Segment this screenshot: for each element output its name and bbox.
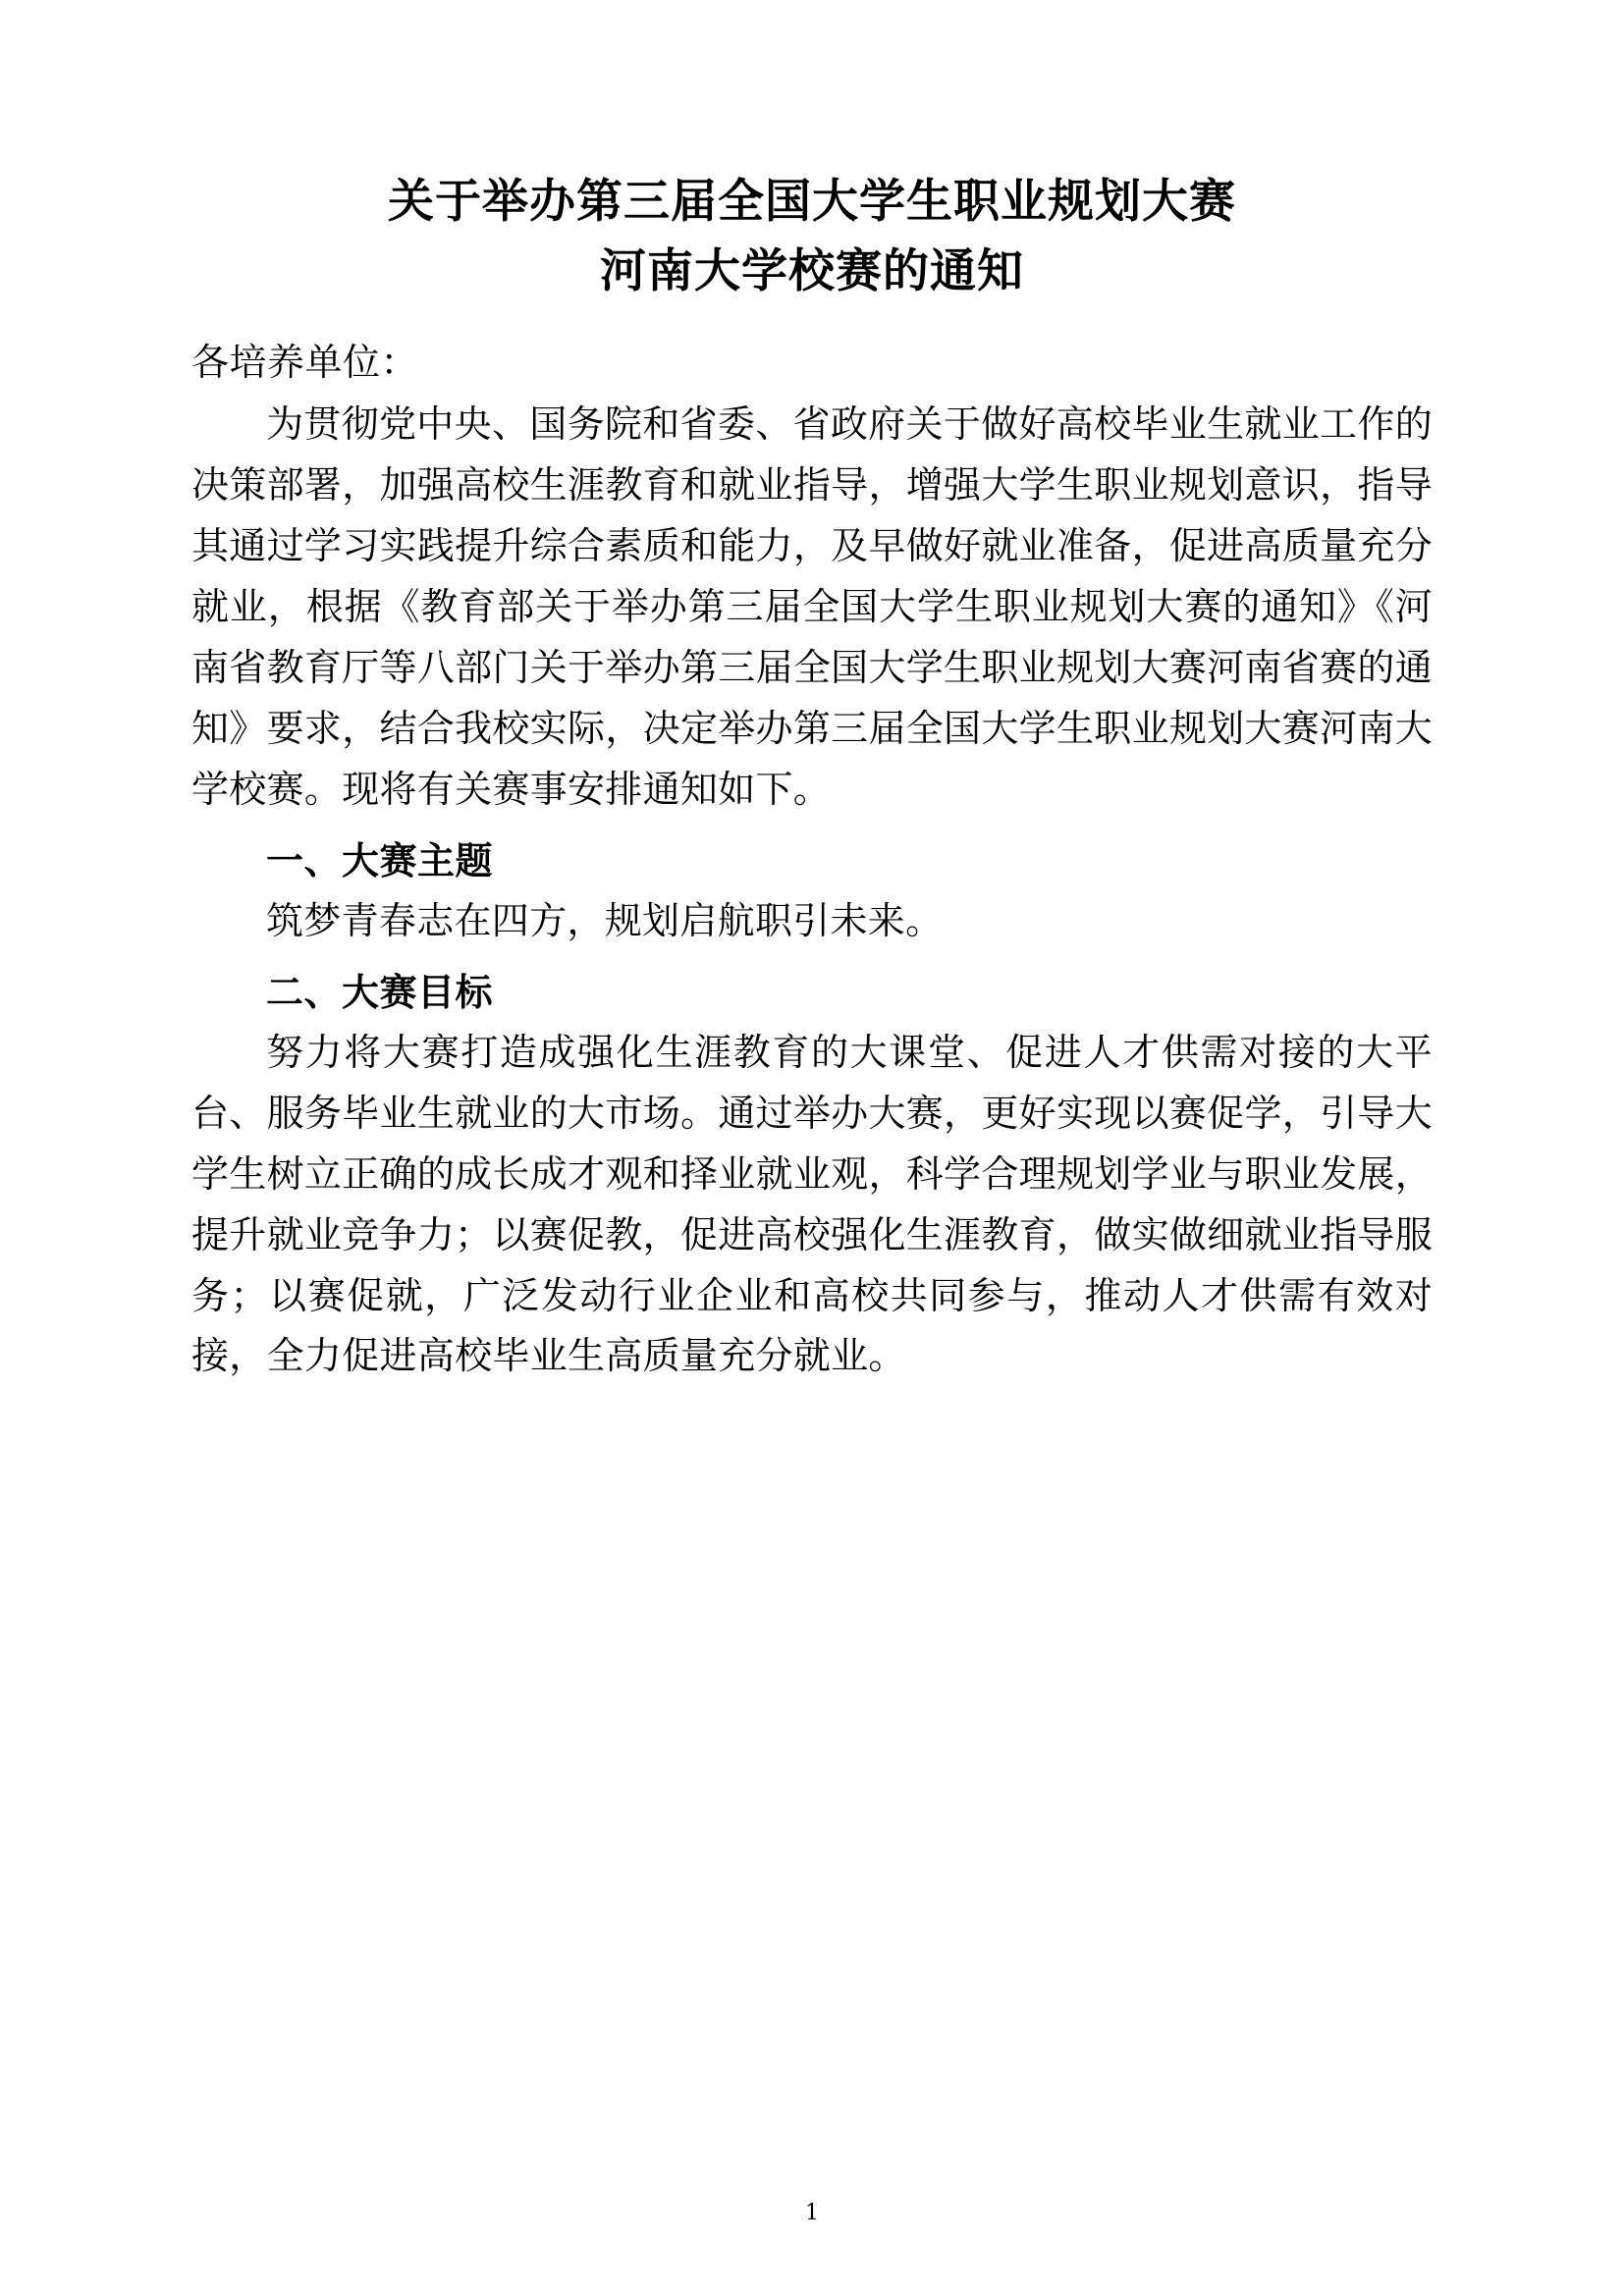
page-title-line-1: 关于举办第三届全国大学生职业规划大赛 xyxy=(388,175,1236,229)
section-paragraph-theme: 筑梦青春志在四方，规划启航职引未来。 xyxy=(266,898,944,942)
section-heading-theme: 一、大赛主题 xyxy=(266,837,494,882)
page-title-line-2: 河南大学校赛的通知 xyxy=(600,244,1024,299)
intro-paragraph: 为贯彻党中央、国务院和省委、省政府关于做好高校毕业生就业工作的决策部署，加强高校生涯教育和就业指导，增强大学生职业规划意识，指导其通过学习实践提升综合素质和能力，及早做好就业准备，促进高质量充分就业，根据《教育部关于举办第三届全国大学生职业规划大赛的通知》《河南省教育厅等八部门关于举办第三届全国大学生职业规划大赛河南省赛的通知》要求，结合我校实际，决定举办第三届全国大学生职业规划大赛河南大学校赛。现将有关赛事安排通知如下。 xyxy=(191,402,1433,812)
page-number: 1 xyxy=(805,2201,819,2225)
page-title xyxy=(191,167,1433,307)
section-heading-goals: 二、大赛目标 xyxy=(266,969,494,1014)
salutation: 各培养单位： xyxy=(191,340,419,384)
section-paragraph-goals: 努力将大赛打造成强化生涯教育的大课堂、促进人才供需对接的大平台、服务毕业生就业的大市场。通过举办大赛，更好实现以赛促学，引导大学生树立正确的成长成才观和择业就业观，科学合理规划学业与职业发展，提升就业竞争力；以赛促教，促进高校强化生涯教育，做实做细就业指导服务；以赛促就，广泛发动行业企业和高校共同参与，推动人才供需有效对接，全力促进高校毕业生高质量充分就业。 xyxy=(191,1030,1433,1378)
